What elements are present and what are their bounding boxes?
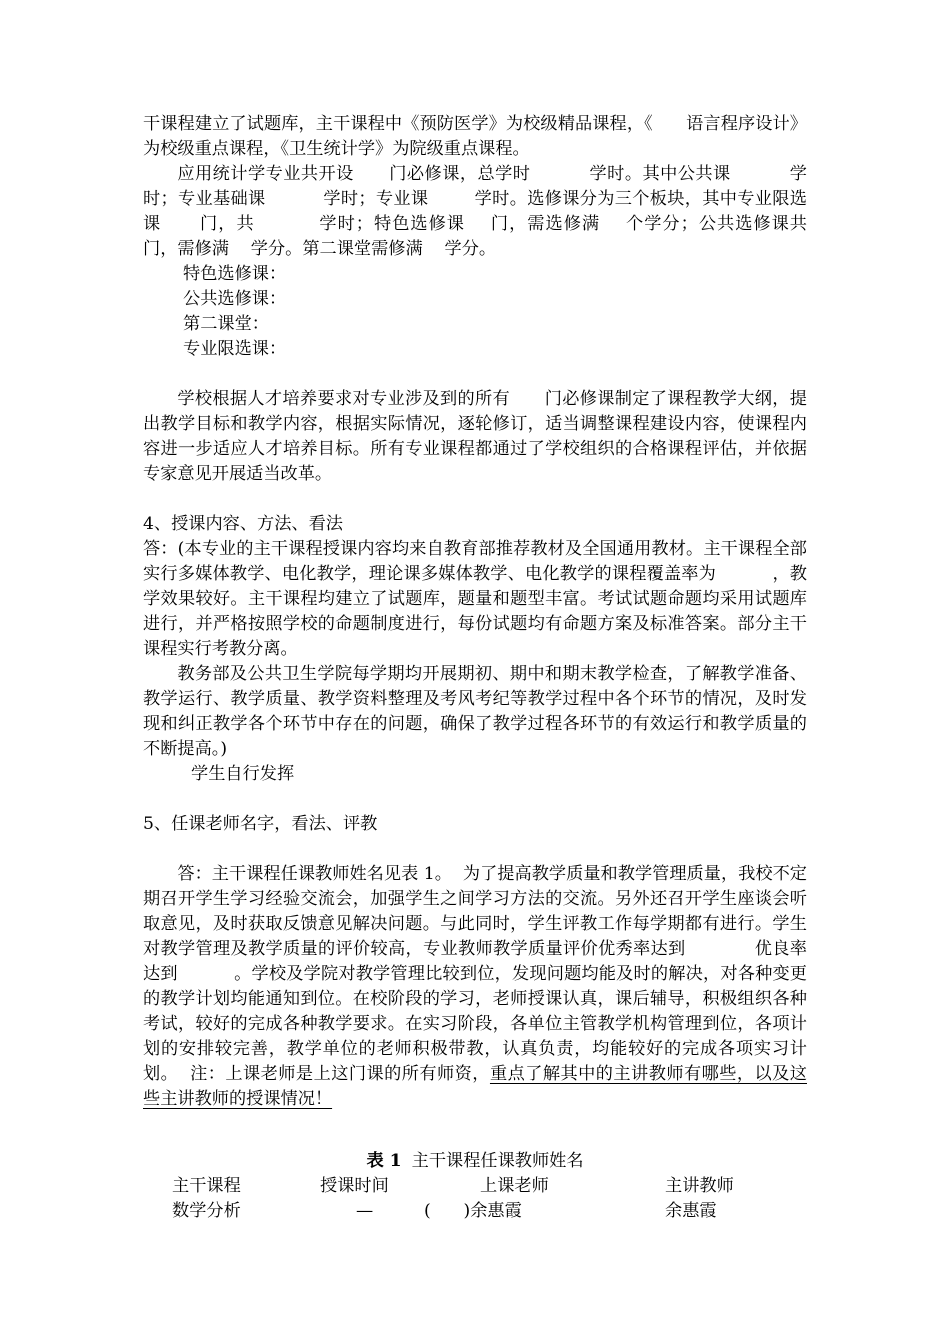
header-class-time: 授课时间	[320, 1176, 389, 1196]
label-major-electives: 专业限选课：	[183, 339, 287, 359]
answer-5-text: 答：主干课程任课教师姓名见表 1。 为了提高教学质量和教学管理质量，我校不定期召开学生学习经验交流会，加强学生之间学习方法的交流。另外还召开学生座谈会听取意见，及时获取反馈意见解决问题。与此同时，学生评教工作每学期都有进行。学生对教学管理及教学质量的评价较高，专业教师教学质量评价优秀率达到 优良率达到 。学校及学院对教学管理比较到位，发现问题均能及时的解决，对各种变更的教学计划均能通知到位。在校阶段的学习，老师授课认真，课后辅导，积极组织各种考试，较好的完成各种教学要求。在实习阶段，各单位主管教学机构管理到位，各项计划的安排较完善，教学单位的老师积极带教，认真负责，均能较好的完成各项实习计划。 注：上课老师是上这门课的所有师资，	[143, 864, 807, 1084]
label-public-electives: 公共选修课：	[183, 289, 287, 309]
paragraph-answer-5	[143, 862, 807, 1112]
cell-course: 数学分析	[172, 1201, 241, 1221]
header-main-course: 主干课程	[172, 1176, 241, 1196]
paragraph-course-summary: 应用统计学专业共开设 门必修课，总学时 学时。其中公共课 学时；专业基础课 学时；专业课 学时。选修课分为三个板块，其中专业限选课 门，共 学时；特色选修课 门，需选修满 个学分；公共选修课共 门，需修满 学分。第二课堂需修满 学分。	[143, 164, 851, 259]
cell-lead-teacher: 余惠霞	[665, 1201, 717, 1221]
table-row	[0, 1199, 950, 1224]
paragraph-intro: 干课程建立了试题库，主干课程中《预防医学》为校级精品课程，《 语言程序设计》为校级重点课程，《卫生统计学》为院级重点课程。	[143, 114, 807, 159]
header-lead-teacher: 主讲教师	[665, 1176, 734, 1196]
label-featured-electives: 特色选修课：	[183, 264, 287, 284]
heading-section-4: 4、授课内容、方法、看法	[143, 514, 343, 534]
table-caption	[0, 1149, 950, 1174]
heading-section-5: 5、任课老师名字，看法、评教	[143, 814, 378, 834]
paragraph-student-free: 学生自行发挥	[191, 764, 295, 784]
table-header-row	[0, 1174, 950, 1199]
header-class-teacher: 上课老师	[480, 1176, 549, 1196]
paragraph-answer-4: 答：(本专业的主干课程授课内容均来自教育部推荐教材及全国通用教材。主干课程全部实行多媒体教学、电化教学，理论课多媒体教学、电化教学的课程覆盖率为 ，教学效果较好。主干课程均建立了试题库，题量和题型丰富。考试试题命题均采用试题库进行，并严格按照学校的命题制度进行，每份试题均有命题方案及标准答案。部分主干课程实行考教分离。	[143, 539, 807, 659]
answer-5-underlined-note: 重点了解其中的主讲教师有哪些，以及这些主讲教师的授课情况！	[143, 1064, 807, 1109]
table-caption-label: 表 1	[366, 1151, 402, 1171]
label-second-classroom: 第二课堂：	[183, 314, 269, 334]
document-body	[143, 112, 851, 1112]
cell-time: —	[356, 1201, 374, 1221]
paragraph-inspection: 教务部及公共卫生学院每学期均开展期初、期中和期末教学检查，了解教学准备、教学运行、教学质量、教学资料整理及考风考纪等教学过程中各个环节的情况，及时发现和纠正教学各个环节中存在的问题，确保了教学过程各环节的有效运行和教学质量的不断提高。)	[143, 664, 807, 759]
cell-teacher: ( )余惠霞	[424, 1201, 522, 1221]
paragraph-syllabus: 学校根据人才培养要求对专业涉及到的所有 门必修课制定了课程教学大纲，提出教学目标和教学内容，根据实际情况，逐轮修订，适当调整课程建设内容，使课程内容进一步适应人才培养目标。所有专业课程都通过了学校组织的合格课程评估，并依据专家意见开展适当改革。	[143, 389, 807, 484]
table-caption-title: 主干课程任课教师姓名	[411, 1151, 584, 1171]
